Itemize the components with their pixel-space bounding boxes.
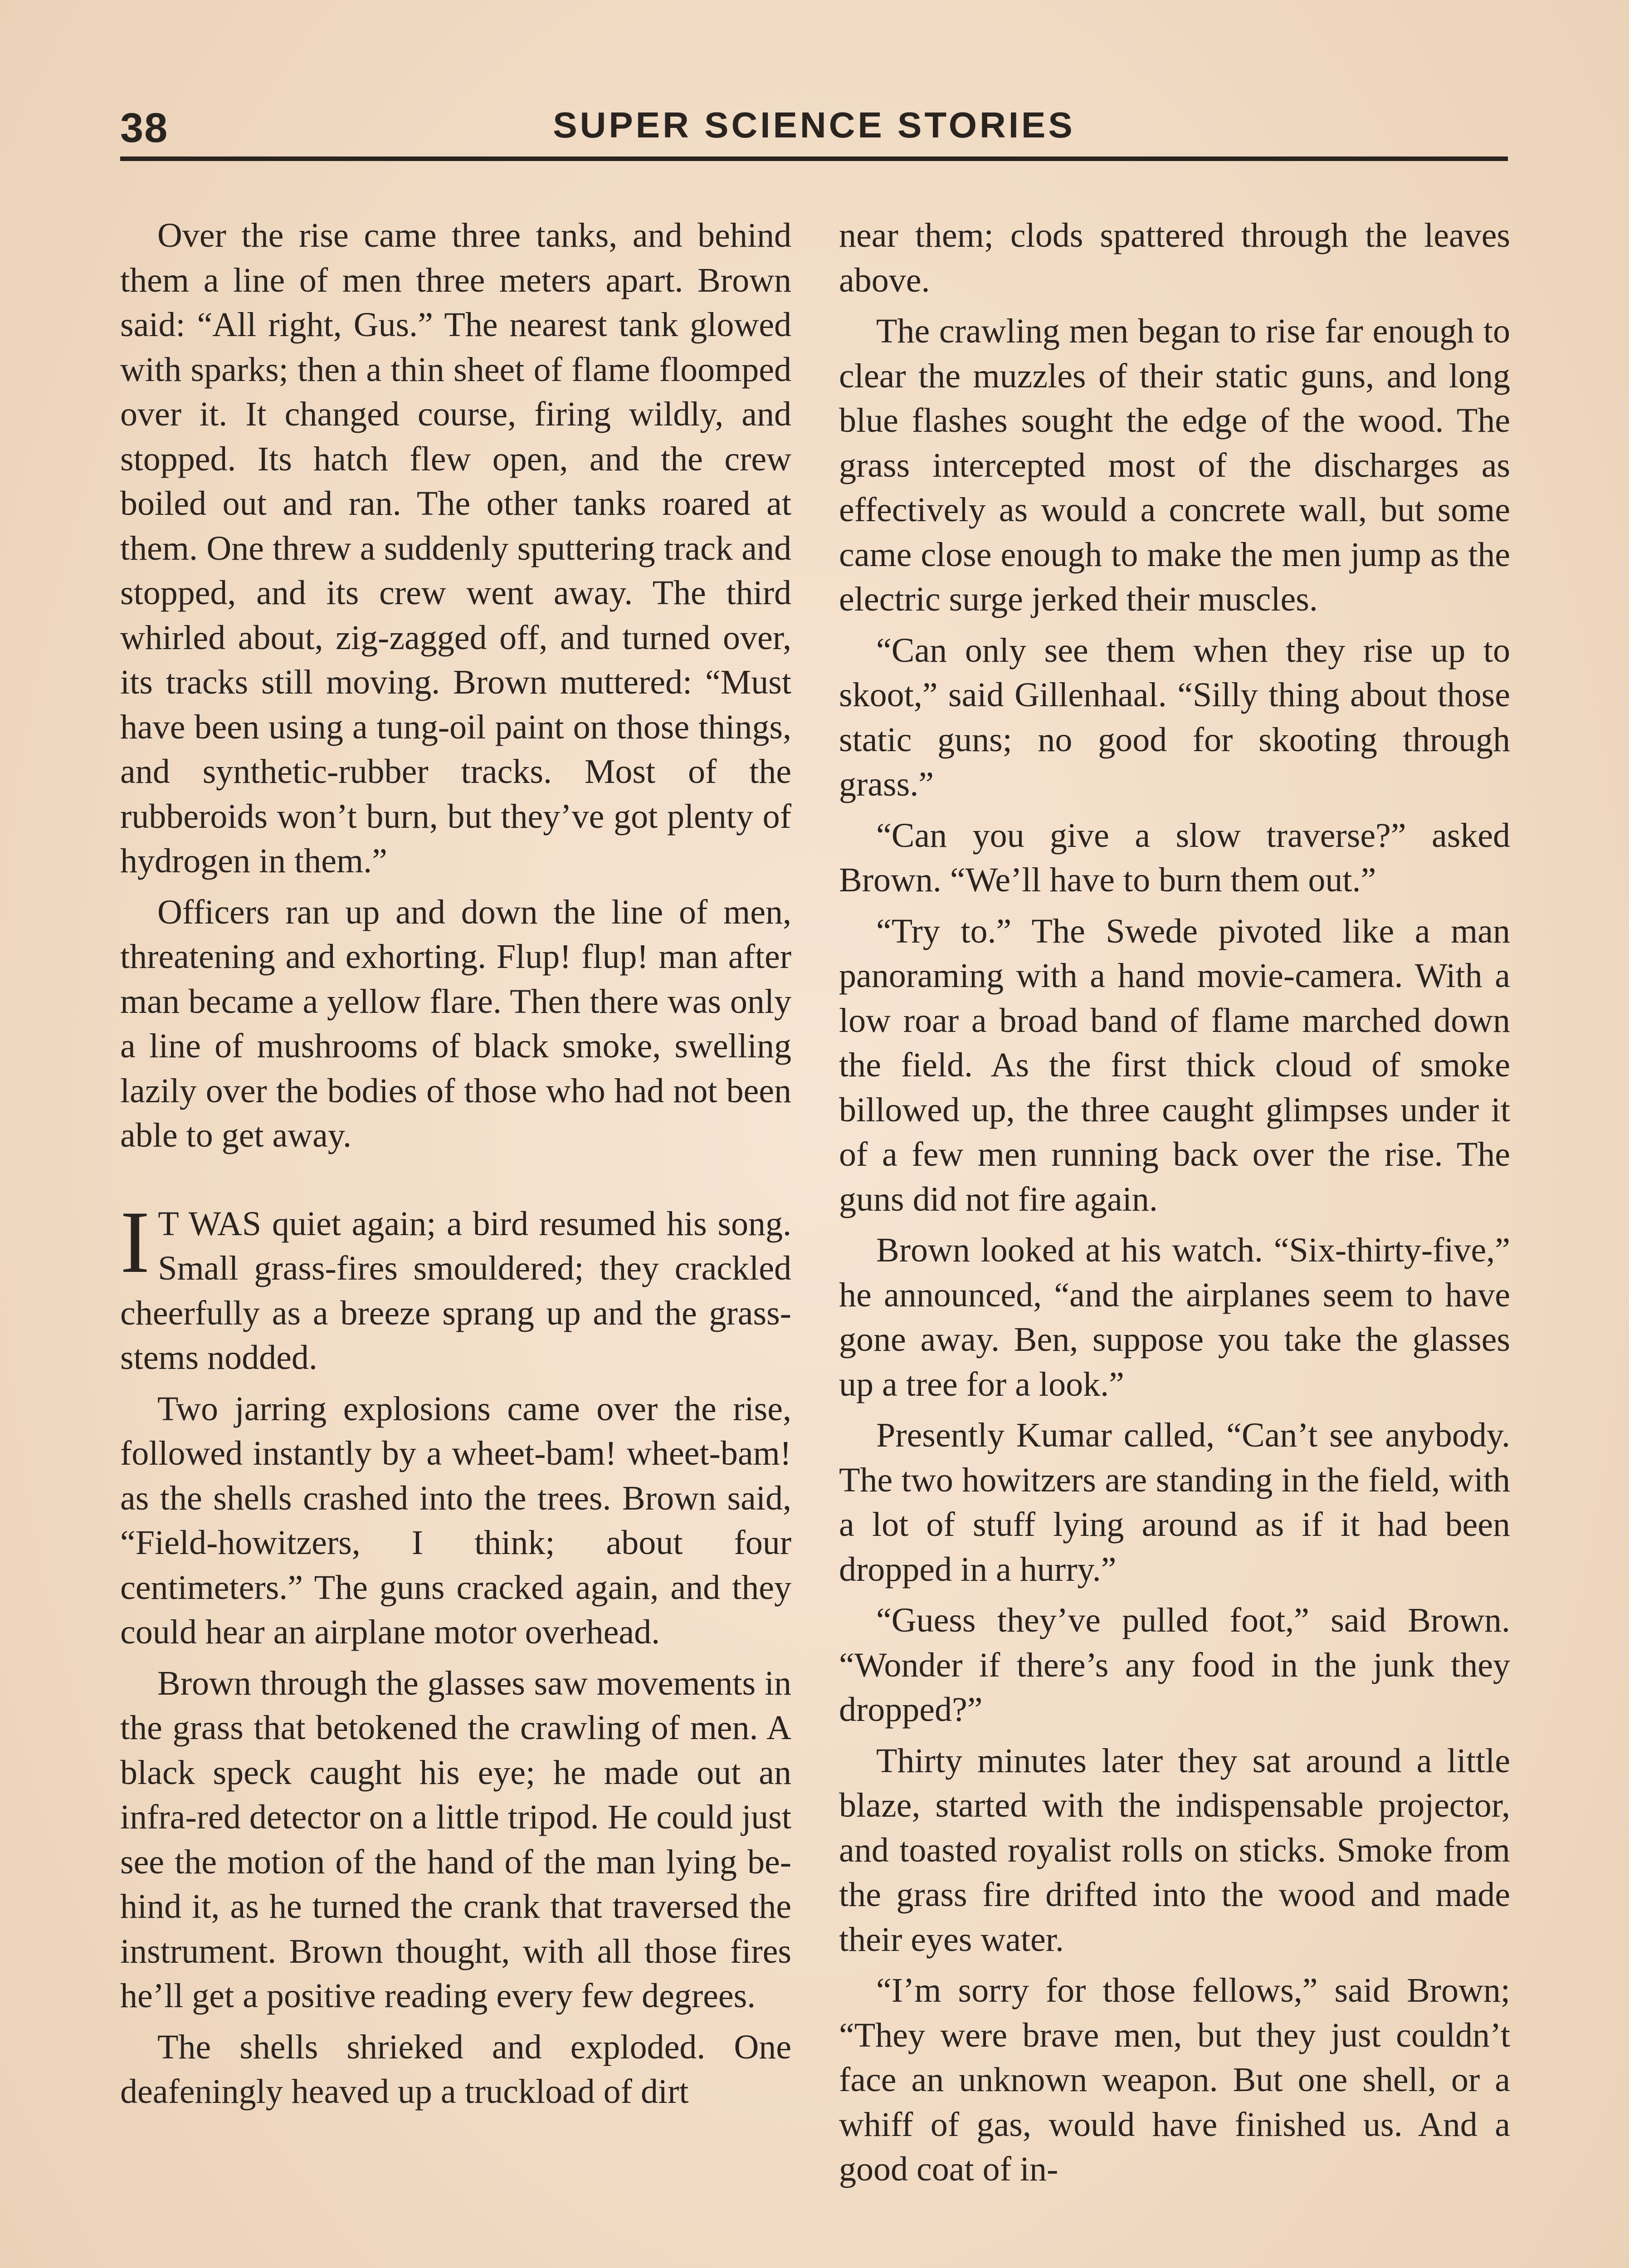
left-column bbox=[120, 213, 791, 2268]
section-break bbox=[120, 1164, 791, 1202]
paragraph: “I’m sorry for those fellows,” said Brown; “They were brave men, but they just couldn’t face an unknown weapon. But one shell, or a whiff of gas, would have finished us. And a good coat of in- bbox=[839, 1971, 1510, 2188]
paragraph: Thirty minutes later they sat around a little blaze, started with the indispensable projector, and toasted royalist rolls on sticks. Smoke from the grass fire drifted into the wood and made their eyes water. bbox=[839, 1741, 1510, 1959]
paragraph: Two jarring explosions came over the rise, followed instantly by a wheet-bam! wheet-bam! as the shells crashed into the trees. Brown said, “Field-howitzers, I think; about four centimeters.” The guns cracked again, and they could hear an airplane motor overhead. bbox=[120, 1389, 791, 1651]
paragraph: Officers ran up and down the line of men, threatening and exhorting. Flup! flup! man after man became a yellow flare. Then there was only a line of mushrooms of black smoke, swelling lazily over the bodies of those who had not been able to get away. bbox=[120, 893, 791, 1154]
paragraph: “Guess they’ve pulled foot,” said Brown. “Wonder if there’s any food in the junk they dropped?” bbox=[839, 1601, 1510, 1729]
paragraph: “Can only see them when they rise up to skoot,” said Gillenhaal. “Silly thing about those static guns; no good for skooting through grass.” bbox=[839, 631, 1510, 803]
header-rule bbox=[120, 156, 1508, 161]
paragraph: Over the rise came three tanks, and behind them a line of men three meters apart. Brown said: “All right, Gus.” The nearest tank glowed with sparks; then a thin sheet of flame floomped over it. It changed course, firing wildly, and stopped. Its hatch flew open, and the crew boiled out and ran. The other tanks roared at them. One threw a suddenly sputtering track and stopped, and its crew went away. The third whirled about, zig-zagged off, and turned over, its tracks still moving. Brown muttered: “Must have been using a tung-oil paint on those things, and synthetic-rubber tracks. Most of the rubberoids won’t burn, but they’ve got plenty of hydrogen in them.” bbox=[120, 216, 791, 880]
drop-cap: I bbox=[120, 1193, 150, 1291]
paragraph-text: T WAS quiet again; a bird resumed his song. Small grass-fires smouldered; they crackled cheerfully as a breeze sprang up and the grass-stems nodded. bbox=[120, 1204, 791, 1377]
paragraph: The crawling men began to rise far enough to clear the muzzles of their static guns, and long blue flashes sought the edge of the wood. The grass intercepted most of the discharges as effectively as would a concrete wall, but some came close enough to make the men jump as the electric surge jerked their muscles. bbox=[839, 312, 1510, 618]
dropcap-paragraph bbox=[120, 1193, 791, 1380]
right-column bbox=[839, 213, 1510, 2268]
paragraph: Brown through the glasses saw movements in the grass that betokened the crawling of men. A black speck caught his eye; he made out an infra-red detector on a little tripod. He could just see the motion of the hand of the man lying behind it, as he turned the crank that traversed the instrument. Brown thought, with all those fires he’ll get a positive reading every few degrees. bbox=[120, 1664, 791, 2015]
paragraph: Brown looked at his watch. “Six-thirty-five,” he announced, “and the airplanes seem to have gone away. Ben, suppose you take the glasses up a tree for a look.” bbox=[839, 1231, 1510, 1403]
paragraph: The shells shrieked and exploded. One deafeningly heaved up a truckload of dirt bbox=[120, 2028, 791, 2111]
paragraph-continued: near them; clods spattered through the leaves above. bbox=[839, 216, 1510, 299]
running-title: SUPER SCIENCE STORIES bbox=[553, 105, 1075, 145]
paragraph: Presently Kumar called, “Can’t see anybody. The two howitzers are standing in the field, with a lot of stuff lying around as if it had been dropped in a hurry.” bbox=[839, 1416, 1510, 1589]
page-header bbox=[120, 91, 1508, 159]
paragraph: “Can you give a slow traverse?” asked Brown. “We’ll have to burn them out.” bbox=[839, 816, 1510, 899]
paragraph: “Try to.” The Swede pivoted like a man panoraming with a hand movie-camera. With a low roar a broad band of flame marched down the field. As the first thick cloud of smoke billowed up, the three caught glimpses under it of a few men running back over the rise. The guns did not fire again. bbox=[839, 912, 1510, 1218]
page-number: 38 bbox=[120, 105, 169, 151]
